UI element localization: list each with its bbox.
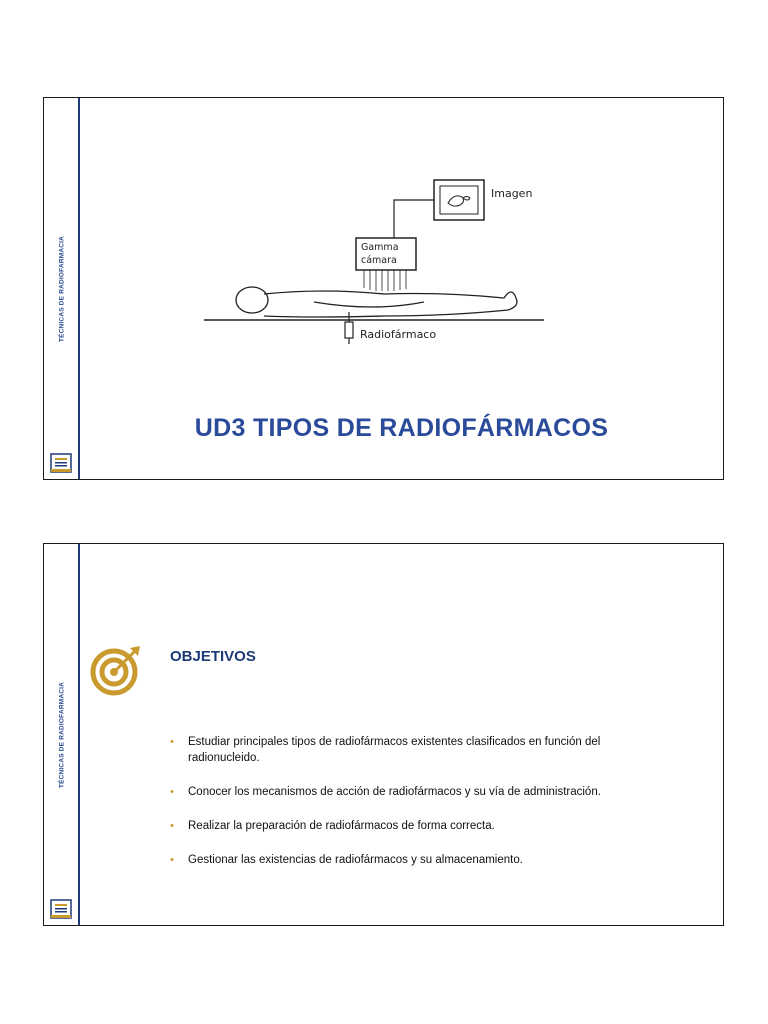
objective-item: • Gestionar las existencias de radiofármacos y su almacenamiento. <box>170 852 670 868</box>
gamma-camera-illustration <box>204 170 564 360</box>
slide-sidebar <box>44 544 80 925</box>
sidebar-label: TÉCNICAS DE RADIOFARMACIA <box>58 681 66 788</box>
slide-2 <box>43 543 724 926</box>
logo-icon <box>50 453 72 473</box>
imagen-label: Imagen <box>491 187 533 200</box>
logo-icon <box>50 899 72 919</box>
slide-sidebar <box>44 98 80 479</box>
objectives-list <box>170 734 670 886</box>
radiofarmaco-label: Radiofármaco <box>360 328 437 341</box>
objective-item: • Conocer los mecanismos de acción de radiofármacos y su vía de administración. <box>170 784 670 800</box>
objective-item: • Realizar la preparación de radiofármacos de forma correcta. <box>170 818 670 834</box>
objectives-title: OBJETIVOS <box>170 648 256 665</box>
gamma-label-2: cámara <box>361 255 397 266</box>
sidebar-label: TÉCNICAS DE RADIOFARMACIA <box>58 235 66 342</box>
target-icon <box>90 644 142 696</box>
gamma-label-1: Gamma <box>361 242 399 253</box>
objective-item: • Estudiar principales tipos de radiofármacos existentes clasificados en función del radionucleido. <box>170 734 670 766</box>
slide-1-title: UD3 TIPOS DE RADIOFÁRMACOS <box>194 414 609 442</box>
slide-1 <box>43 97 724 480</box>
patient-shape <box>236 287 517 317</box>
